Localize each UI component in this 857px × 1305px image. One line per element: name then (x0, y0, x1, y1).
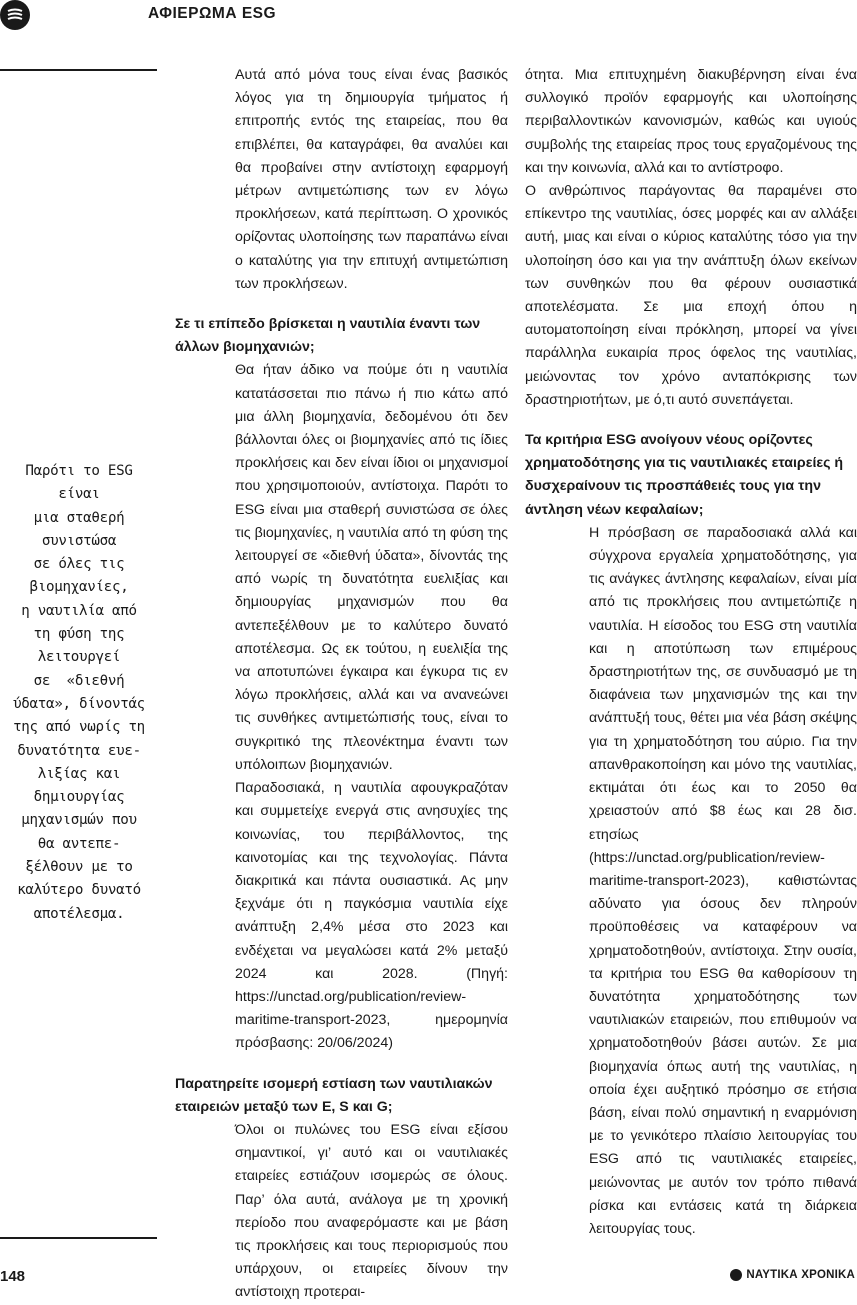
question-heading: Παρατηρείτε ισομερή εστίαση των ναυτιλιακών εταιρειών μεταξύ των E, S και G; (175, 1075, 493, 1115)
article-column-3 (525, 64, 857, 1241)
publication-logo-icon (730, 1269, 742, 1281)
paragraph: Η πρόσβαση σε παραδοσιακά αλλά και σύγχρονα εργαλεία χρηματοδότησης, για τις ανάγκες άντλησης κεφαλαίων, είναι μία από τις προκλήσεις που αντιμετώπιζε η ναυτιλία. Η είσοδος του ESG στη ναυτιλία και η αποτύπωση των επιμέρους δραστηριοτήτων της, σε συνδυασμό με τη διαφάνεια των μηχανισμών της και την ανάπτυξή τους, θέτει μια νέα βάση σκέψης για τη χρηματοδότηση του αύριο. Για την απανθρακοποίηση και μόνο της ναυτιλίας, εκτιμάται ότι έως και το 2050 θα χρειαστούν από $8 έως και 28 δισ. ετησίως (https://unctad.org/publication/review-maritime-transport-2023), καθιστώντας αδύνατο για όσους δεν πληρούν προϋποθέσεις να καταφέρουν να χρηματοδοτηθούν, αντίστοιχα. Στην ουσία, τα κριτήρια του ESG θα καθορίσουν τη δυνατότητα χρηματοδότησης των ναυτιλιακών εταιρειών, που επιθυμούν να χρηματοδοτηθούν βάσει αυτών. Σε μια βιομηχανία όπως αυτή της ναυτιλίας, η οποία έχει αυξητικό πρόσημο σε ετήσια βάση, είναι πολύ σημαντική η εναρμόνιση με το γενικότερο πλαίσιο λειτουργίας του ESG από τις ναυτιλιακές εταιρείες, μειώνοντας με αυτόν τον τρόπο πιθανά ρίσκα και εντάσεις κατά τη διάρκεια λειτουργίας τους. (589, 524, 857, 1237)
footer-brand (730, 1269, 855, 1281)
paragraph: Θα ήταν άδικο να πούμε ότι η ναυτιλία κατατάσσεται πιο πάνω ή πιο κάτω από μια άλλη βιομηχανία, δεδομένου ότι δεν βάλλονται όλες οι βιομηχανίες από τις ίδιες προκλήσεις και δεν είναι ίδιοι οι μηχανισμοί που χρησιμοποιούν, αντίστοιχα. Παρότι το ESG είναι μια σταθερή συνιστώσα σε όλες τις βιομηχανίες, η ναυτιλία από τη φύση της λειτουργεί σε «διεθνή ύδατα», δίνοντάς της από νωρίς τη δυνατότητα ευελιξίας και δημιουργίας μηχανισμών που θα αντεπεξέλθουν με το καλύτερο δυνατό αποτέλεσμα. Ως εκ τούτου, η ευελιξία της να αποτυπώνει έγκαιρα και έγκυρα τις εν λόγω προκλήσεις, αλλά και να ανανεώνει τις συνθήκες αντιμετώπισής τους, είναι το συγκριτικό της πλεονέκτημα έναντι των υπόλοιπων βιομηχανιών. (235, 362, 508, 773)
paragraph: Ο ανθρώπινος παράγοντας θα παραμένει στο επίκεντρο της ναυτιλίας, όσες μορφές και αν αλλάξει αυτή, μιας και είναι ο κύριος καταλύτης τόσο για την υλοποίηση όσο και για την ανάπτυξη όλων εκείνων των συνθηκών που θα φέρουν ουσιαστικά αποτελέσματα. Σε μια εποχή όπου η αυτοματοποίηση είναι πρόκληση, μπορεί να γίνει παράλληλα ευκαιρία προς όφελος της ναυτιλίας, μειώνοντας τον χρόνο ανταπόκρισης των δραστηριοτήτων, με ό,τι αυτό συνεπάγεται. (525, 183, 857, 408)
top-divider (0, 69, 157, 71)
bottom-divider (0, 1237, 157, 1239)
page-number: 148 (0, 1268, 26, 1285)
paragraph: Αυτά από μόνα τους είναι ένας βασικός λόγος για τη δημιουργία τμήματος ή επιτροπής εντός της εταιρείας, που θα επιβλέπει, θα καταγράφει, θα αναλύει και θα προβαίνει στην αντίστοιχη εφαρμογή μέτρων αντιμετώπισης των εν λόγω προκλήσεων, κατά περίπτωση. Ο χρονικός ορίζοντας υλοποίησης των παραπάνω είναι ο καταλύτης για την επιτυχή αντιμετώπιση των προκλήσεων. (235, 67, 508, 292)
question-heading: Σε τι επίπεδο βρίσκεται η ναυτιλία έναντι των άλλων βιομηχανιών; (175, 316, 481, 356)
pull-quote: Παρότι το ESG είναι μια σταθερή συνιστώσα σε όλες τις βιομηχανίες, η ναυτιλία από τη φύση της λειτουργεί σε «διεθνή ύδατα», δίνοντάς της από νωρίς τη δυνατότητα ευε- λιξίας και δημιουργίας μηχανισμών που θα αντεπε- ξέλθουν με το καλύτερο δυνατό αποτέλεσμα. (13, 463, 145, 922)
paragraph: Όλοι οι πυλώνες του ESG είναι εξίσου σημαντικοί, γι’ αυτό και οι ναυτιλιακές εταιρείες εστιάζουν ισομερώς σε όλους. Παρ’ όλα αυτά, ανάλογα με τη χρονική περίοδο που αναφερόμαστε και με βάση τις προκλήσεις και τους περιορισμούς που υπάρχουν, οι εταιρείες δίνουν την αντίστοιχη προτεραι- (235, 1121, 508, 1301)
question-heading: Τα κριτήρια ESG ανοίγουν νέους ορίζοντες χρηματοδότησης για τις ναυτιλιακές εταιρείες ή δυσχεραίνουν τις προσπάθειές τους για την άντληση νέων κεφαλαίων; (525, 432, 844, 518)
article-column-2 (175, 64, 508, 1305)
paragraph: Παραδοσιακά, η ναυτιλία αφουγκραζόταν και συμμετείχε ενεργά στις ανησυχίες της κοινωνίας, του περιβάλλοντος, της καινοτομίας και της τεχνολογίας. Πάντα διακριτικά και πάντα ουσιαστικά. Ας μην ξεχνάμε ότι η παγκόσμια ναυτιλία είχε ανάπτυξη 2,4% μέσα στο 2023 και ενδέχεται να μεγαλώσει κατά 2% μεταξύ 2024 και 2028. (Πηγή: https://unctad.org/publication/review-maritime-transport-2023, ημερομηνία πρόσβασης: 20/06/2024) (235, 780, 508, 1052)
section-title: ΑΦΙΕΡΩΜΑ ESG (148, 5, 277, 22)
paragraph: ότητα. Μια επιτυχημένη διακυβέρνηση είναι ένα συλλογικό προϊόν εφαρμογής και υλοποίησης περιβαλλοντικών κανονισμών, καθώς και υγιούς συμβολής της εταιρείας προς τους εργαζομένους της και την κοινωνία, αλλά και το αντίστροφο. (525, 67, 857, 176)
publication-logo-icon (0, 0, 30, 30)
brand-name: ΝΑΥΤΙΚΑ ΧΡΟΝΙΚΑ (746, 1269, 855, 1281)
